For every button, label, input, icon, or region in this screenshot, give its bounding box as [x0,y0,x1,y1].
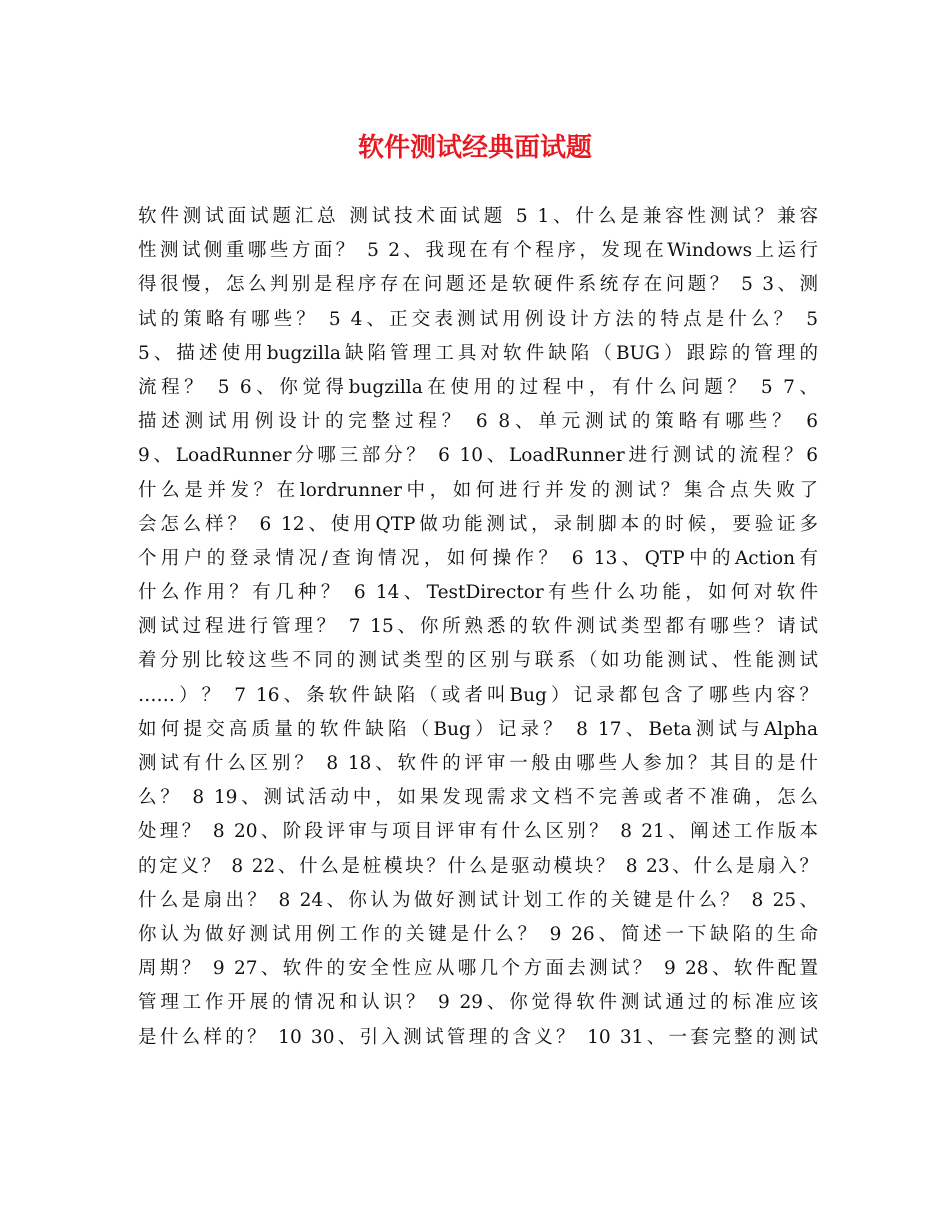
body-line: 软件测试面试题汇总 测试技术面试题 5 1、什么是兼容性测试？兼容 [138,206,818,227]
body-line: 描述测试用例设计的完整过程？ 6 8、单元测试的策略有哪些？ 6 [138,411,818,433]
body-line: 试的策略有哪些？ 5 4、正交表测试用例设计方法的特点是什么？ 5 [138,308,818,330]
body-line: 什么作用？有几种？ 6 14、TestDirector有些什么功能，如何对软件 [138,582,818,604]
body-line: 流程？ 5 6、你觉得bugzilla在使用的过程中，有什么问题？ 5 7、 [138,376,818,398]
body-line: 5、描述使用bugzilla缺陷管理工具对软件缺陷（BUG）跟踪的管理的 [138,342,818,364]
body-line: ……）？ 7 16、条软件缺陷（或者叫Bug）记录都包含了哪些内容？ [138,684,818,706]
body-line: 是什么样的？ 10 30、引入测试管理的含义？ 10 31、一套完整的测试 [138,1026,818,1048]
document-title: 软件测试经典面试题 [357,133,592,163]
body-line: 着分别比较这些不同的测试类型的区别与联系（如功能测试、性能测试 [138,650,818,672]
body-line: 什么是并发？在lordrunner中，如何进行并发的测试？集合点失败了 [138,479,818,501]
body-line: 如何提交高质量的软件缺陷（Bug）记录？ 8 17、Beta测试与Alpha [138,718,818,740]
body-line: 的定义？ 8 22、什么是桩模块？什么是驱动模块？ 8 23、什么是扇入？ [138,855,818,877]
body-line: 管理工作开展的情况和认识？ 9 29、你觉得软件测试通过的标准应该 [138,992,818,1014]
body-line: 得很慢，怎么判别是程序存在问题还是软硬件系统存在问题？ 5 3、测 [138,274,818,296]
body-line: 测试有什么区别？ 8 18、软件的评审一般由哪些人参加？其目的是什 [138,753,818,774]
body-line: 性测试侧重哪些方面？ 5 2、我现在有个程序，发现在Windows上运行 [138,240,818,262]
body-line: 周期？ 9 27、软件的安全性应从哪几个方面去测试？ 9 28、软件配置 [138,958,818,980]
body-line: 你认为做好测试用例工作的关键是什么？ 9 26、简述一下缺陷的生命 [138,923,818,945]
body-line: 会怎么样？ 6 12、使用QTP做功能测试，录制脚本的时候，要验证多 [138,513,818,535]
document-body [138,200,818,1055]
body-line: 9、LoadRunner分哪三部分？ 6 10、LoadRunner进行测试的流程？6 [138,445,818,467]
body-line: 么？ 8 19、测试活动中，如果发现需求文档不完善或者不准确，怎么 [138,787,818,809]
body-line: 什么是扇出？ 8 24、你认为做好测试计划工作的关键是什么？ 8 25、 [138,889,818,911]
body-line: 处理？ 8 20、阶段评审与项目评审有什么区别？ 8 21、阐述工作版本 [138,821,818,843]
body-line: 测试过程进行管理？ 7 15、你所熟悉的软件测试类型都有哪些？请试 [138,616,818,638]
body-line: 个用户的登录情况/查询情况，如何操作？ 6 13、QTP中的Action有 [138,547,818,569]
